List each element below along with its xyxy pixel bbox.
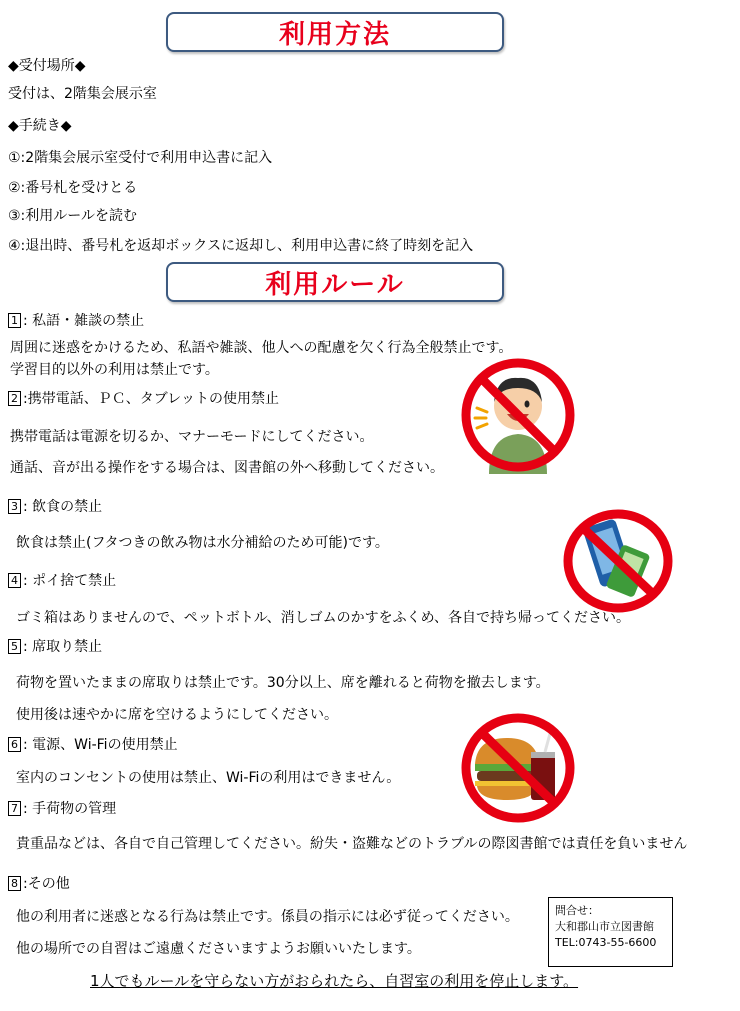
rule-1-line-1: 周囲に迷惑をかけるため、私語や雑談、他人への配慮を欠く行為全般禁止です。 [10, 340, 513, 356]
rule-number: 1 [8, 313, 21, 328]
rule-number: 8 [8, 876, 21, 891]
rule-2-title: :携帯電話、ＰＣ、タブレットの使用禁止 [23, 391, 280, 407]
no-phone-icon [561, 508, 675, 614]
no-talking-icon [459, 356, 577, 474]
contact-tel: TEL:0743-55-6600 [555, 936, 657, 949]
rule-2-line-1: 携帯電話は電源を切るか、マナーモードにしてください。 [10, 429, 374, 445]
usage-title-box [166, 12, 504, 52]
rule-number: 4 [8, 573, 21, 588]
rules-title: 利用ルール [265, 269, 405, 300]
rule-1-title: : 私語・雑談の禁止 [23, 313, 145, 329]
rule-2-line-2: 通話、音が出る操作をする場合は、図書館の外へ移動してください。 [10, 460, 444, 476]
rule-number: 2 [8, 391, 21, 406]
rule-number: 7 [8, 801, 21, 816]
rule-5-line-2: 使用後は速やかに席を空けるようにしてください。 [16, 707, 338, 723]
rule-3-line-1: 飲食は禁止(フタつきの飲み物は水分補給のため可能)です。 [16, 535, 389, 551]
step-4: ④:退出時、番号札を返却ボックスに返却し、利用申込書に終了時刻を記入 [8, 238, 474, 254]
procedure-heading: ◆手続き◆ [8, 118, 72, 134]
contact-label: 問合せ： [555, 904, 599, 917]
rule-3-title: : 飲食の禁止 [23, 499, 103, 515]
usage-title: 利用方法 [278, 19, 391, 50]
reception-text: 受付は、2階集会展示室 [8, 86, 157, 102]
rule-8-heading [8, 876, 70, 892]
rule-4-title: : ポイ捨て禁止 [23, 573, 117, 589]
step-2: ②:番号札を受けとる [8, 180, 138, 196]
rule-2-heading [8, 391, 279, 407]
rule-5-line-1: 荷物を置いたままの席取りは禁止です。30分以上、席を離れると荷物を撤去します。 [16, 675, 550, 691]
rule-number: 3 [8, 499, 21, 514]
contact-name: 大和郡山市立図書館 [555, 920, 654, 933]
step-1: ①:2階集会展示室受付で利用申込書に記入 [8, 150, 273, 166]
rules-title-box [166, 262, 504, 302]
rule-7-line-1: 貴重品などは、各自で自己管理してください。紛失・盗難などのトラブルの際図書館では責任を負いません [16, 836, 688, 852]
rule-1-heading [8, 313, 144, 329]
contact-box [548, 897, 673, 967]
step-3: ③:利用ルールを読む [8, 208, 137, 224]
rule-number: 5 [8, 639, 21, 654]
rule-6-title: : 電源、Wi-Fiの使用禁止 [23, 737, 178, 753]
rule-6-line-1: 室内のコンセントの使用は禁止、Wi-Fiの利用はできません。 [16, 770, 401, 786]
rule-4-heading [8, 573, 116, 589]
rule-8-line-1: 他の利用者に迷惑となる行為は禁止です。係員の指示には必ず従ってください。 [16, 909, 519, 925]
rule-6-heading [8, 737, 178, 753]
rule-5-title: : 席取り禁止 [23, 639, 103, 655]
rule-8-title: :その他 [23, 876, 70, 892]
no-food-icon [459, 712, 577, 824]
rule-4-line-1: ゴミ箱はありませんので、ペットボトル、消しゴムのかすをふくめ、各自で持ち帰ってください。 [16, 610, 631, 626]
rule-7-heading [8, 801, 116, 817]
footer-warning: 1人でもルールを守らない方がおられたら、自習室の利用を停止します。 [90, 972, 579, 990]
rule-number: 6 [8, 737, 21, 752]
rule-3-heading [8, 499, 102, 515]
rule-8-line-2: 他の場所での自習はご遠慮くださいますようお願いいたします。 [16, 941, 421, 957]
rule-5-heading [8, 639, 102, 655]
rule-1-line-2: 学習目的以外の利用は禁止です。 [10, 362, 219, 378]
reception-heading: ◆受付場所◆ [8, 58, 86, 74]
rule-7-title: : 手荷物の管理 [23, 801, 117, 817]
